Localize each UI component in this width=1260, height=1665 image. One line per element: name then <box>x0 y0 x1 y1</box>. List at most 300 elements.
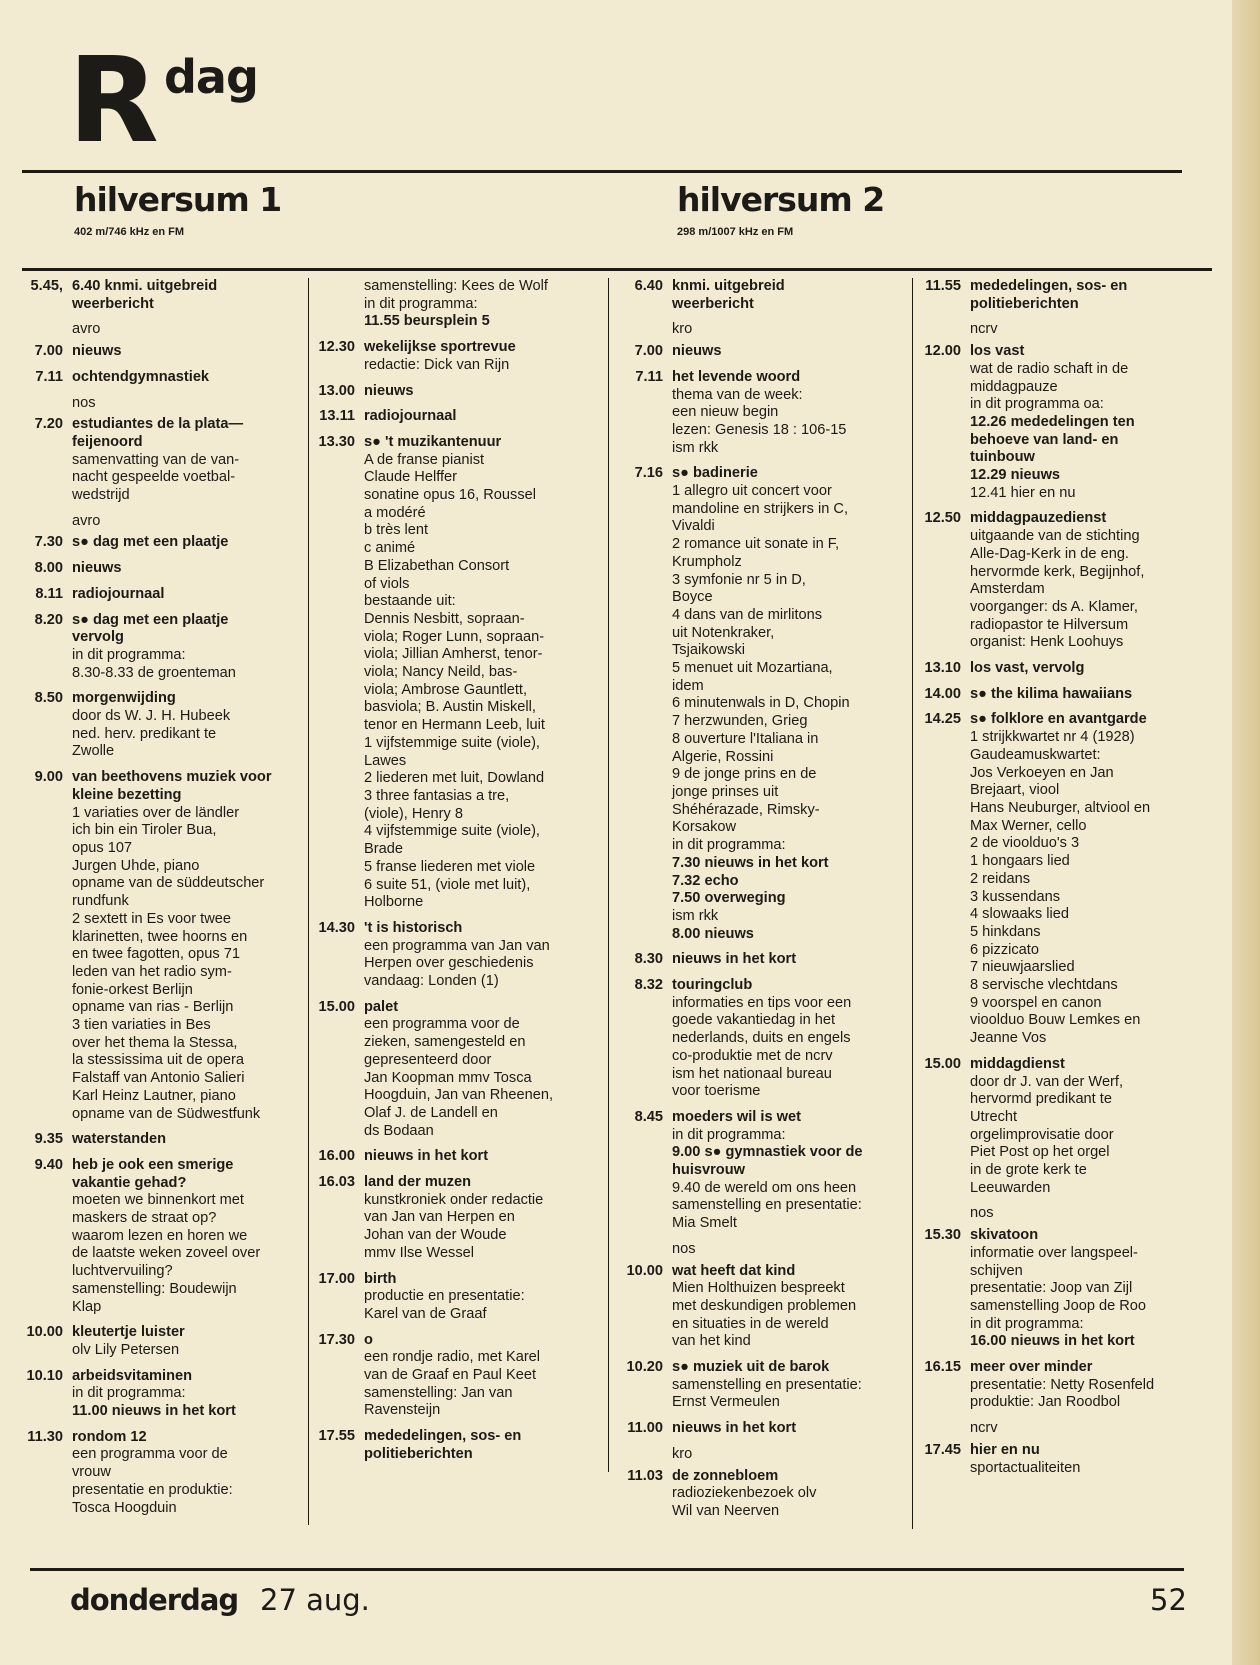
program-body <box>672 465 912 943</box>
program-detail-line: ism het nationaal bureau <box>672 1065 832 1082</box>
program-detail-line: klarinetten, twee hoorns en <box>72 928 248 945</box>
program-detail-line: 2 reidans <box>970 870 1031 887</box>
program-detail-line: Hans Neuburger, altviool en <box>970 799 1151 816</box>
program-time: 7.00 <box>34 343 63 360</box>
program-entry <box>918 686 1218 704</box>
program-title: 't is historisch <box>364 919 463 936</box>
program-detail-line: Mien Holthuizen bespreekt <box>672 1280 845 1297</box>
program-detail-line: Tsjaikowski <box>672 642 745 659</box>
program-detail-line: Dennis Nesbitt, sopraan- <box>364 610 525 627</box>
program-title: s● 't muzikantenuur <box>364 433 502 450</box>
program-entry <box>918 1227 1218 1351</box>
program-detail-line: informatie over langspeel- <box>970 1244 1138 1261</box>
program-detail-line: Karl Heinz Lautner, piano <box>72 1087 236 1104</box>
program-title: radiojournaal <box>72 585 165 602</box>
program-body <box>72 534 308 552</box>
program-detail-line: Vivaldi <box>672 518 715 535</box>
program-entry <box>20 534 308 552</box>
program-detail-line: 1 allegro uit concert voor <box>672 483 832 500</box>
program-time: 12.50 <box>924 510 961 527</box>
program-time: 6.40 <box>634 278 663 294</box>
program-body <box>364 1148 608 1166</box>
program-time: 10.00 <box>626 1262 663 1279</box>
program-title: nieuws <box>364 382 414 399</box>
program-body <box>672 951 912 969</box>
program-time: 7.00 <box>634 343 663 360</box>
program-title: mededelingen, sos- en <box>970 278 1128 294</box>
program-time: 8.32 <box>634 977 663 994</box>
schedule-column-4 <box>918 278 1218 1485</box>
program-time: 11.30 <box>27 1428 63 1445</box>
program-detail-line: 12.41 hier en nu <box>970 484 1076 501</box>
program-entry <box>620 1263 912 1352</box>
program-detail-line: of viols <box>364 575 410 592</box>
program-detail-line: voorganger: ds A. Klamer, <box>970 598 1138 615</box>
program-time: 7.11 <box>635 368 663 385</box>
program-title: 6.40 knmi. uitgebreid <box>72 278 218 294</box>
program-body <box>72 1157 308 1316</box>
program-entry <box>312 383 608 401</box>
program-detail-line: luchtvervuiling? <box>72 1263 173 1280</box>
program-body <box>672 278 912 313</box>
program-entry <box>20 690 308 761</box>
program-detail-line: thema van de week: <box>672 386 803 403</box>
program-detail-line: opname van de süddeutscher <box>72 875 265 892</box>
broadcaster-label: kro <box>672 321 693 338</box>
program-detail-line: ism rkk <box>672 439 719 456</box>
program-detail-line: vervolg <box>72 629 124 646</box>
program-title: o <box>364 1331 373 1348</box>
program-title: s● the kilima hawaiians <box>970 685 1133 702</box>
program-entry <box>20 1131 308 1149</box>
program-body <box>72 369 308 387</box>
schedule-column-1 <box>20 278 309 1525</box>
program-entry <box>620 1468 912 1521</box>
program-body <box>672 369 912 458</box>
program-detail-line: 11.00 nieuws in het kort <box>72 1403 236 1420</box>
program-detail-line: Wil van Neerven <box>672 1503 780 1519</box>
program-detail-line: B Elizabethan Consort <box>364 557 510 574</box>
program-detail-line: in dit programma oa: <box>970 396 1104 413</box>
program-detail-line: presentatie: Netty Rosenfeld <box>970 1376 1155 1393</box>
program-detail-line: nederlands, duits en engels <box>672 1030 851 1047</box>
footer-date: 27 aug. <box>260 1583 370 1617</box>
schedule-column-2 <box>312 278 609 1472</box>
program-time: 17.45 <box>924 1441 961 1458</box>
program-detail-line: opname van de Südwestfunk <box>72 1105 261 1122</box>
program-detail-line: 2 romance uit sonate in F, <box>672 536 840 553</box>
schedule-top-rule <box>22 268 1212 271</box>
program-detail-line: Gaudeamuskwartet: <box>970 746 1101 763</box>
program-detail-line: 9.00 s● gymnastiek voor de <box>672 1144 863 1161</box>
program-title: birth <box>364 1270 397 1287</box>
program-detail-line: een nieuw begin <box>672 404 779 421</box>
program-detail-line: Johan van der Woude <box>364 1227 507 1244</box>
program-detail-line: 3 kussendans <box>970 888 1061 905</box>
program-entry <box>620 343 912 361</box>
program-detail-line: Klap <box>72 1298 102 1315</box>
program-time: 7.16 <box>634 465 663 482</box>
program-title: s● dag met een plaatje <box>72 611 229 628</box>
program-title: estudiantes de la plata— <box>72 416 244 433</box>
program-title: meer over minder <box>970 1359 1093 1376</box>
program-detail-line: samenstelling: Kees de Wolf <box>364 278 548 294</box>
program-detail-line: 2 sextett in Es voor twee <box>72 910 231 927</box>
program-detail-line: schijven <box>970 1262 1023 1279</box>
program-title: los vast <box>970 343 1025 360</box>
program-detail-line: Falstaff van Antonio Salieri <box>72 1070 245 1087</box>
program-time: 8.30 <box>634 951 663 968</box>
program-detail-line: samenstelling: Jan van <box>364 1384 513 1401</box>
program-title: middagdienst <box>970 1055 1065 1072</box>
program-body <box>364 1332 608 1421</box>
program-detail-line: lezen: Genesis 18 : 106-15 <box>672 421 847 438</box>
program-detail-line: presentatie: Joop van Zijl <box>970 1280 1133 1297</box>
program-title: middagpauzedienst <box>970 510 1107 527</box>
program-detail-line: met deskundigen problemen <box>672 1297 857 1314</box>
station-frequency-hilversum-1: 402 m/746 kHz en FM <box>74 226 185 238</box>
program-detail-line: Max Werner, cello <box>970 817 1087 834</box>
program-time: 9.35 <box>34 1131 63 1148</box>
broadcaster-label: avro <box>72 321 101 338</box>
broadcaster-label: ncrv <box>970 1420 998 1437</box>
program-detail-line: in dit programma: <box>672 837 786 854</box>
top-rule <box>22 170 1182 173</box>
program-detail-line: een programma voor de <box>72 1446 228 1463</box>
program-title: arbeidsvitaminen <box>72 1367 193 1384</box>
program-body <box>72 278 308 313</box>
program-time: 11.03 <box>627 1467 663 1484</box>
program-time: 10.10 <box>26 1367 63 1384</box>
program-detail-line: politieberichten <box>364 1445 473 1462</box>
program-entry <box>312 1271 608 1324</box>
program-detail-line: mmv Ilse Wessel <box>364 1244 475 1261</box>
program-entry <box>312 434 608 912</box>
station-frequency-hilversum-2: 298 m/1007 kHz en FM <box>677 226 794 238</box>
program-entry <box>20 1429 308 1518</box>
broadcaster-label: ncrv <box>970 321 998 338</box>
program-entry <box>20 1324 308 1359</box>
program-title: nieuws <box>72 343 122 360</box>
program-detail-line: en situaties in de wereld <box>672 1315 829 1332</box>
program-detail-line: radioziekenbezoek olv <box>672 1485 817 1502</box>
program-entry <box>918 510 1218 652</box>
program-detail-line: A de franse pianist <box>364 451 485 468</box>
program-time: 14.00 <box>924 685 961 702</box>
program-detail-line: Amsterdam <box>970 581 1045 598</box>
program-detail-line: vakantie gehad? <box>72 1174 187 1191</box>
program-time: 11.55 <box>925 278 961 294</box>
program-entry <box>918 660 1218 678</box>
program-title: wat heeft dat kind <box>672 1262 796 1279</box>
program-detail-line: Jan Koopman mmv Tosca <box>364 1069 532 1086</box>
program-detail-line: Shéhérazade, Rimsky- <box>672 801 820 818</box>
program-time: 16.00 <box>318 1148 355 1165</box>
program-title: touringclub <box>672 977 753 994</box>
program-body <box>970 660 1218 678</box>
schedule-column-3 <box>620 278 913 1529</box>
program-detail-line: la stessissima uit de opera <box>72 1052 244 1069</box>
program-detail-line: bestaande uit: <box>364 593 456 610</box>
broadcaster-label: nos <box>970 1205 994 1222</box>
program-detail-line: Lawes <box>364 752 407 769</box>
program-detail-line: rundfunk <box>72 893 129 910</box>
program-entry <box>312 1428 608 1463</box>
program-detail-line: 6 suite 51, (viole met luit), <box>364 876 531 893</box>
footer-day: donderdag <box>70 1583 239 1617</box>
program-entry <box>312 999 608 1141</box>
program-title: het levende woord <box>672 368 801 385</box>
program-detail-line: tenor en Hermann Leeb, luit <box>364 717 545 734</box>
program-detail-line: 3 three fantasias a tre, <box>364 787 510 804</box>
program-detail-line: 8 servische vlechtdans <box>970 977 1118 994</box>
program-detail-line: samenstelling en presentatie: <box>672 1376 862 1393</box>
program-detail-line: Karel van de Graaf <box>364 1305 487 1322</box>
program-body <box>364 920 608 991</box>
program-detail-line: produktie: Jan Roodbol <box>970 1394 1121 1411</box>
program-title: s● muziek uit de barok <box>672 1359 830 1376</box>
program-title: skivatoon <box>970 1227 1039 1244</box>
program-detail-line: 7 nieuwjaarslied <box>970 959 1075 976</box>
program-entry <box>20 369 308 387</box>
program-title: nieuws in het kort <box>364 1148 489 1165</box>
program-body <box>970 278 1218 313</box>
program-time: 14.30 <box>318 919 355 936</box>
program-detail-line: Mia Smelt <box>672 1215 737 1232</box>
program-title: palet <box>364 998 399 1015</box>
program-title: s● badinerie <box>672 465 758 482</box>
program-detail-line: uit Notenkraker, <box>672 624 775 641</box>
program-body <box>970 711 1218 1047</box>
program-detail-line: 7.32 echo <box>672 872 739 889</box>
program-detail-line: van het kind <box>672 1333 751 1350</box>
program-entry <box>20 1157 308 1316</box>
program-detail-line: viola; Nancy Neild, bas- <box>364 664 518 681</box>
program-entry <box>312 920 608 991</box>
program-detail-line: 8 ouverture l'Italiana in <box>672 730 819 747</box>
program-title: los vast, vervolg <box>970 660 1085 677</box>
program-detail-line: 1 hongaars lied <box>970 853 1070 870</box>
program-title: s● dag met een plaatje <box>72 534 229 551</box>
program-detail-line: politieberichten <box>970 295 1079 312</box>
program-detail-line: hervormd predikant te <box>970 1091 1112 1108</box>
program-title: morgenwijding <box>72 690 176 707</box>
broadcaster-label: avro <box>72 512 101 529</box>
program-entry <box>620 977 912 1101</box>
program-body <box>364 999 608 1141</box>
program-body <box>72 1429 308 1518</box>
program-title: waterstanden <box>72 1131 167 1148</box>
program-body <box>72 343 308 361</box>
page-edge <box>1232 0 1260 1665</box>
program-time: 8.50 <box>34 690 63 707</box>
program-time: 9.00 <box>34 769 63 786</box>
program-entry <box>20 343 308 361</box>
program-detail-line: Brejaart, viool <box>970 782 1060 799</box>
program-time: 16.03 <box>318 1174 355 1191</box>
program-title: moeders wil is wet <box>672 1108 801 1125</box>
program-detail-line: viola; Roger Lunn, sopraan- <box>364 628 545 645</box>
program-detail-line: Zwolle <box>72 743 115 760</box>
program-entry <box>620 465 912 943</box>
program-detail-line: leden van het radio sym- <box>72 963 232 980</box>
program-detail-line: Herpen over geschiedenis <box>364 955 534 972</box>
program-detail-line: Hoogduin, Jan van Rheenen, <box>364 1087 554 1104</box>
program-detail-line: 4 slowaaks lied <box>970 906 1069 923</box>
program-detail-line: van Jan van Herpen en <box>364 1209 515 1226</box>
program-detail-line: Ravensteijn <box>364 1402 441 1419</box>
program-title: rondom 12 <box>72 1428 147 1445</box>
program-detail-line: sonatine opus 16, Roussel <box>364 487 536 504</box>
broadcaster-label: nos <box>672 1240 696 1257</box>
program-detail-line: 4 vijfstemmige suite (viole), <box>364 823 540 840</box>
program-detail-line: idem <box>672 677 704 694</box>
program-entry <box>918 1056 1218 1198</box>
program-detail-line: Alle-Dag-Kerk in de eng. <box>970 545 1129 562</box>
broadcaster-label: nos <box>72 394 96 411</box>
program-detail-line: co-produktie met de ncrv <box>672 1047 833 1064</box>
program-detail-line: radiopastor te Hilversum <box>970 616 1129 633</box>
program-entry <box>312 408 608 426</box>
program-detail-line: productie en presentatie: <box>364 1288 525 1305</box>
program-detail-line: hervormde kerk, Begijnhof, <box>970 563 1145 580</box>
program-detail-line: door ds W. J. H. Hubeek <box>72 708 231 725</box>
program-body <box>672 343 912 361</box>
program-entry <box>620 278 912 313</box>
program-body <box>72 586 308 604</box>
program-title: s● folklore en avantgarde <box>970 711 1147 728</box>
program-detail-line: vioolduo Bouw Lemkes en <box>970 1012 1141 1029</box>
program-body <box>364 1428 608 1463</box>
program-detail-line: ds Bodaan <box>364 1122 434 1139</box>
program-detail-line: presentatie en produktie: <box>72 1481 233 1498</box>
program-title: nieuws <box>72 560 122 577</box>
program-detail-line: in dit programma: <box>72 1385 186 1402</box>
program-body <box>72 416 308 505</box>
program-entry <box>20 416 308 505</box>
program-detail-line: viola; Jillian Amherst, tenor- <box>364 646 543 663</box>
program-detail-line: en twee fagotten, opus 71 <box>72 946 240 963</box>
program-detail-line: fonie-orkest Berlijn <box>72 981 193 998</box>
program-entry <box>918 278 1218 313</box>
program-detail-line: olv Lily Petersen <box>72 1341 180 1358</box>
program-body <box>364 408 608 426</box>
program-time: 7.20 <box>34 416 63 433</box>
program-time: 15.00 <box>318 998 355 1015</box>
program-detail-line: door dr J. van der Werf, <box>970 1073 1124 1090</box>
program-title: hier en nu <box>970 1441 1040 1458</box>
program-detail-line: b très lent <box>364 522 429 539</box>
program-title: kleutertje luister <box>72 1324 185 1341</box>
program-title: de zonnebloem <box>672 1467 779 1484</box>
program-detail-line: organist: Henk Loohuys <box>970 634 1124 651</box>
program-detail-line: 3 tien variaties in Bes <box>72 1017 211 1034</box>
program-title: radiojournaal <box>364 408 457 425</box>
program-detail-line: 5 menuet uit Mozartiana, <box>672 660 833 677</box>
program-detail-line: een rondje radio, met Karel <box>364 1349 541 1366</box>
program-title: nieuws in het kort <box>672 1420 797 1437</box>
program-detail-line: 9 voorspel en canon <box>970 994 1102 1011</box>
program-time: 13.30 <box>318 433 355 450</box>
program-time: 17.00 <box>318 1270 355 1287</box>
program-body <box>672 1109 912 1233</box>
program-detail-line: mandoline en strijkers in C, <box>672 500 849 517</box>
program-entry <box>312 278 608 331</box>
program-title: ochtendgymnastiek <box>72 368 210 385</box>
program-detail-line: 5 hinkdans <box>970 923 1041 940</box>
program-detail-line: 8.30-8.33 de groenteman <box>72 664 236 681</box>
program-detail-line: Ernst Vermeulen <box>672 1394 780 1411</box>
program-title: nieuws <box>672 343 722 360</box>
program-detail-line: samenstelling: Boudewijn <box>72 1280 237 1297</box>
program-title: van beethovens muziek voor <box>72 769 272 786</box>
program-entry <box>20 612 308 683</box>
footer-page-number: 52 <box>1150 1583 1187 1617</box>
program-detail-line: (viole), Henry 8 <box>364 805 463 822</box>
program-detail-line: sportactualiteiten <box>970 1459 1081 1476</box>
program-time: 7.11 <box>35 368 63 385</box>
program-detail-line: 2 de vioolduo's 3 <box>970 835 1080 852</box>
program-detail-line: in dit programma: <box>672 1126 786 1143</box>
program-detail-line: 4 dans van de mirlitons <box>672 606 823 623</box>
program-detail-line: vandaag: Londen (1) <box>364 973 499 990</box>
program-entry <box>312 1332 608 1421</box>
program-body <box>970 510 1218 652</box>
program-body <box>672 1468 912 1521</box>
program-title: heb je ook een smerige <box>72 1156 234 1173</box>
program-body <box>72 612 308 683</box>
program-body <box>364 383 608 401</box>
program-detail-line: wedstrijd <box>72 487 130 504</box>
program-title: nieuws in het kort <box>672 951 797 968</box>
program-entry <box>918 1442 1218 1477</box>
program-detail-line: 2 liederen met luit, Dowland <box>364 770 545 787</box>
program-detail-line: opname van rias - Berlijn <box>72 999 234 1016</box>
program-time: 12.30 <box>318 339 355 356</box>
program-body <box>364 434 608 912</box>
program-detail-line: redactie: Dick van Rijn <box>364 356 510 373</box>
program-detail-line: 7 herzwunden, Grieg <box>672 713 808 730</box>
program-detail-line: van de Graaf en Paul Keet <box>364 1367 536 1384</box>
program-detail-line: Tosca Hoogduin <box>72 1499 177 1516</box>
program-entry <box>312 1148 608 1166</box>
program-detail-line: 9 de jonge prins en de <box>672 766 817 783</box>
program-detail-line: Korsakow <box>672 819 737 836</box>
program-entry <box>20 560 308 578</box>
program-time: 7.30 <box>34 534 63 551</box>
program-entry <box>918 343 1218 502</box>
program-detail-line: 5 franse liederen met viole <box>364 858 536 875</box>
program-time: 15.00 <box>924 1055 961 1072</box>
program-detail-line: feijenoord <box>72 433 143 450</box>
program-detail-line: 1 strijkkwartet nr 4 (1928) <box>970 729 1135 746</box>
program-detail-line: kunstkroniek onder redactie <box>364 1191 544 1208</box>
program-detail-line: middagpauze <box>970 378 1058 395</box>
program-body <box>970 1056 1218 1198</box>
program-body <box>970 686 1218 704</box>
program-detail-line: 7.50 overweging <box>672 890 786 907</box>
program-detail-line: 7.30 nieuws in het kort <box>672 854 829 871</box>
program-body <box>672 977 912 1101</box>
program-time: 13.10 <box>924 660 961 677</box>
program-detail-line: in dit programma: <box>72 646 186 663</box>
program-detail-line: Jeanne Vos <box>970 1030 1047 1047</box>
program-detail-line: tuinbouw <box>970 449 1035 466</box>
program-body <box>672 1263 912 1352</box>
program-time: 11.00 <box>627 1420 663 1437</box>
program-detail-line: een programma voor de <box>364 1016 520 1033</box>
program-detail-line: jonge prinses uit <box>672 783 779 800</box>
